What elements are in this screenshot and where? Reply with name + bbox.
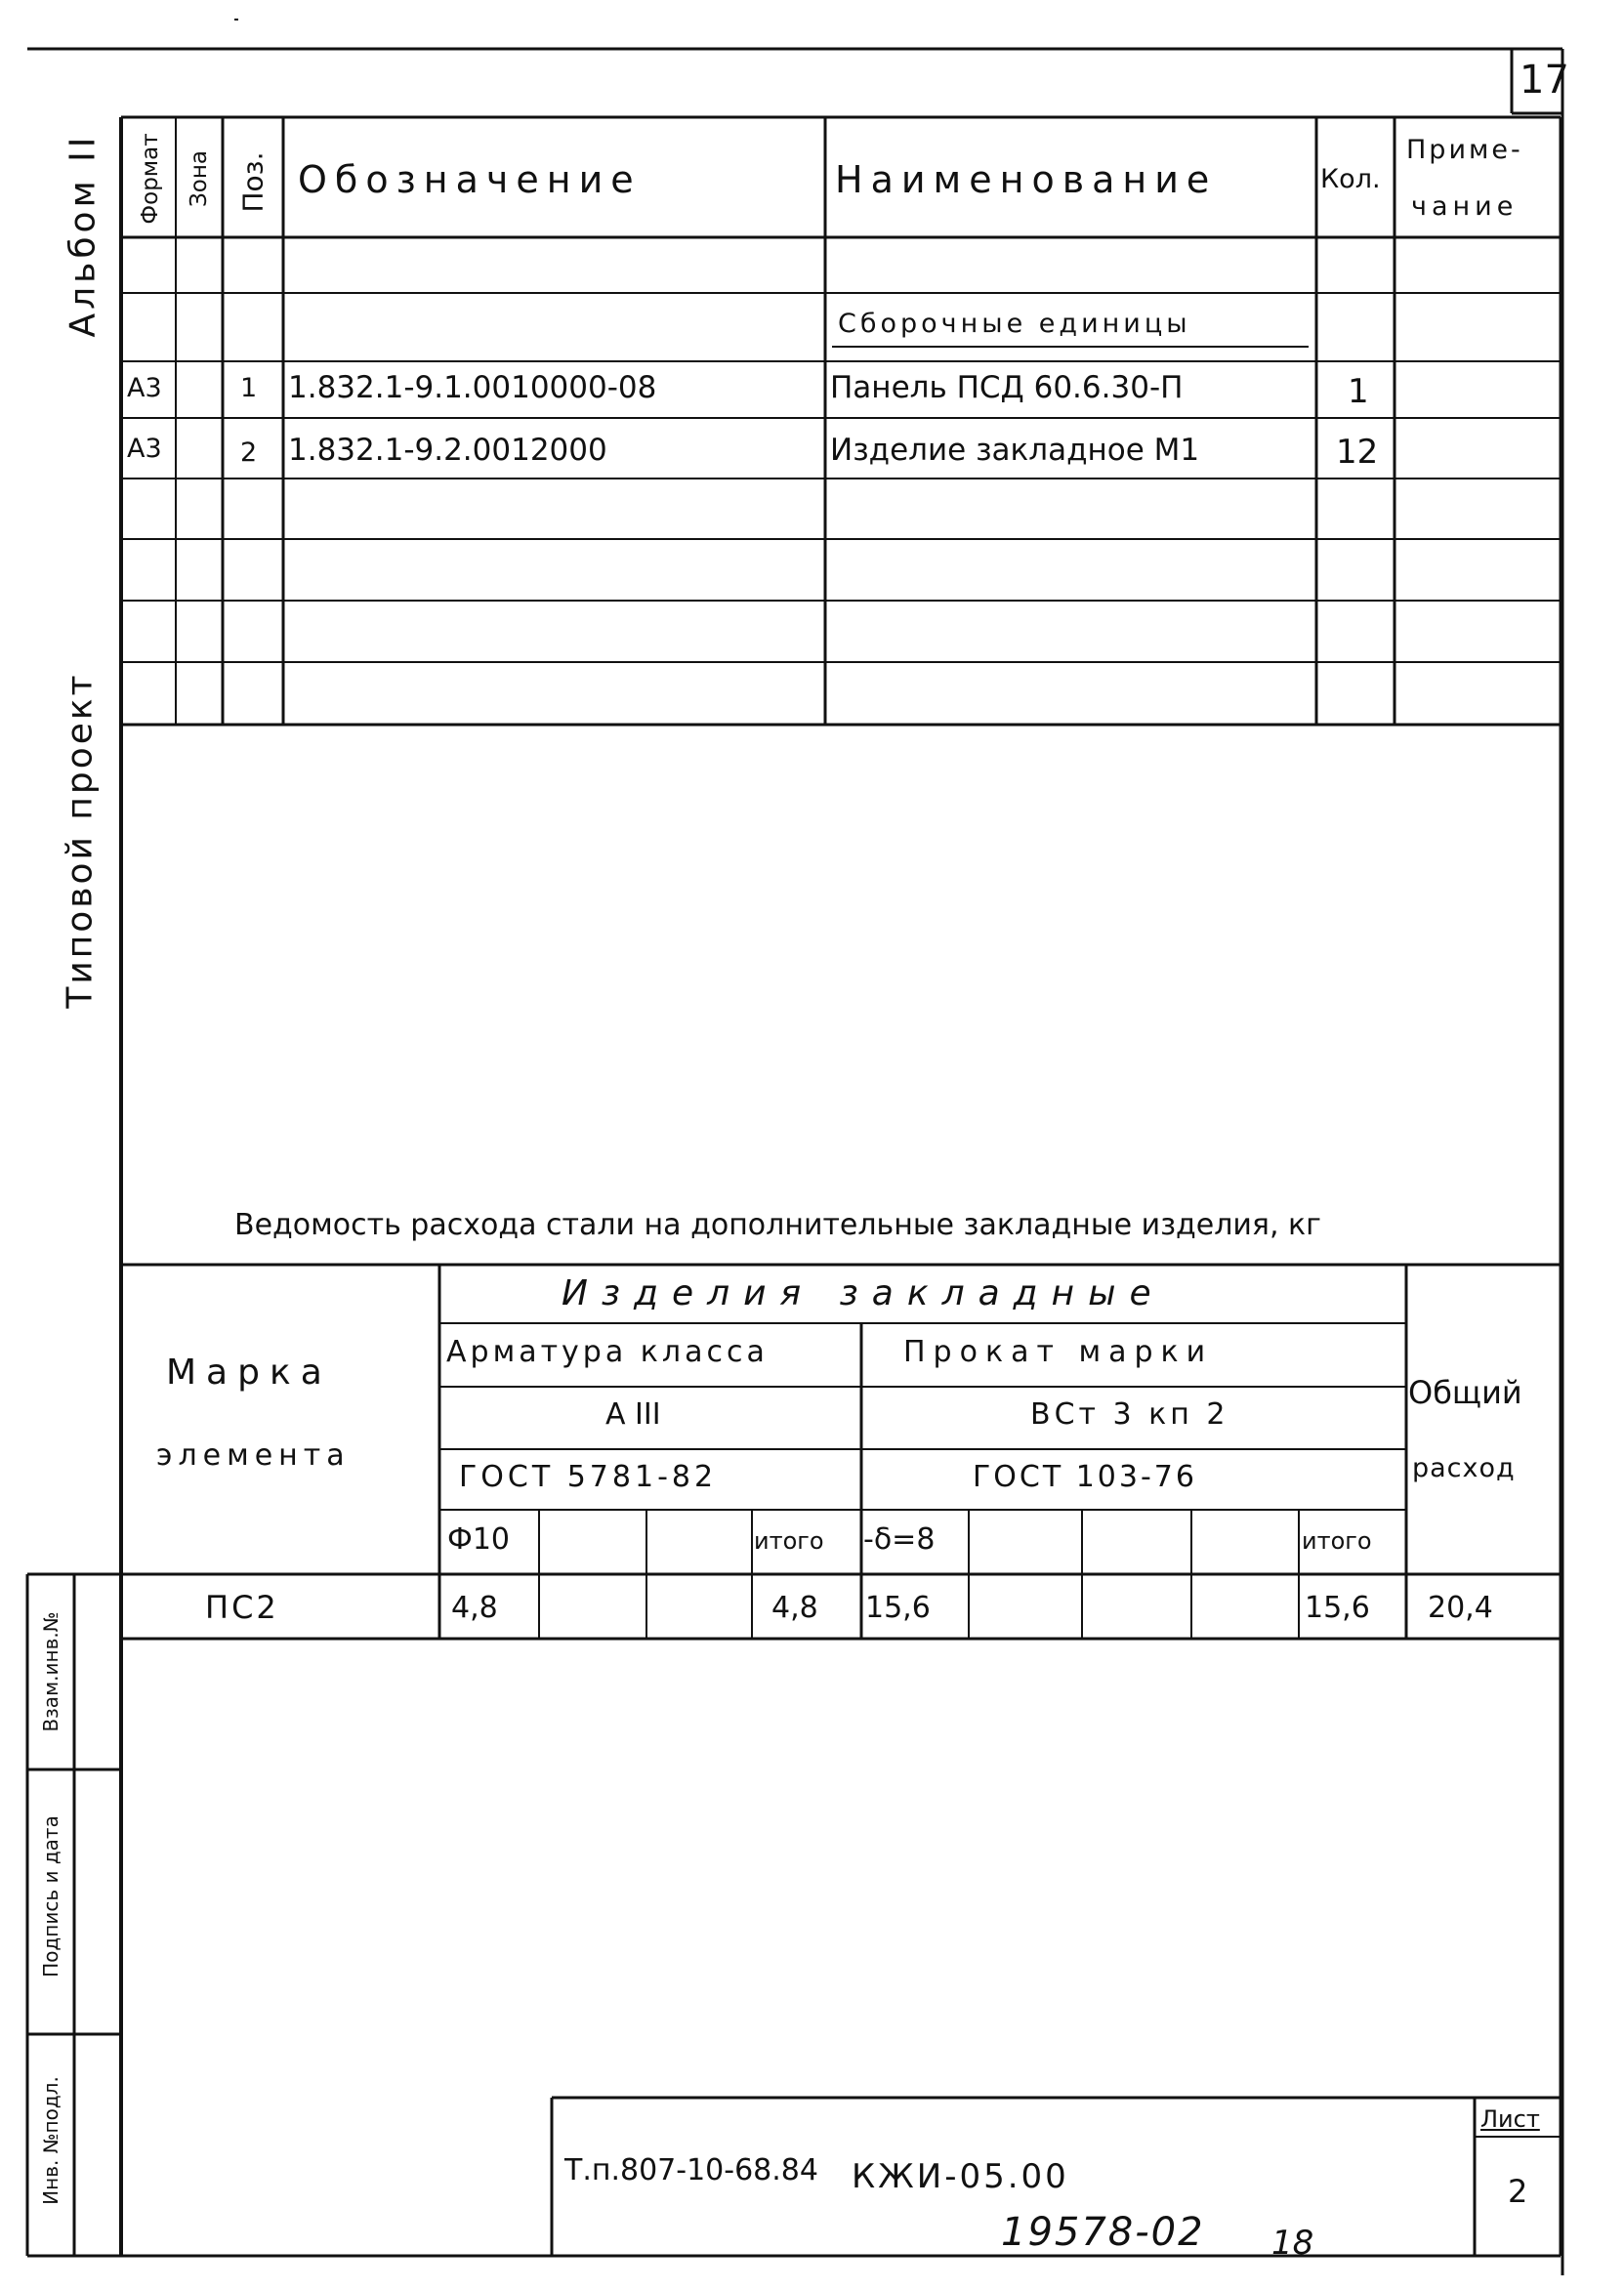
row1-naimenovanie: Панель ПСД 60.6.30-П (830, 370, 1184, 405)
inv-podl-label: Инв. №подл. (39, 2076, 62, 2205)
armatura-gost: ГОСТ 5781-82 (459, 1460, 718, 1494)
album-label: Альбом II (62, 133, 104, 338)
title-block-code: Т.п.807-10-68.84 (564, 2153, 818, 2187)
sheet-corner-number: 17 (1520, 58, 1569, 103)
steel-row-total: 20,4 (1428, 1591, 1493, 1625)
steel-row-phi10: 4,8 (451, 1591, 498, 1625)
title-block-list-label: Лист (1480, 2105, 1540, 2133)
steel-row-itogo-a: 4,8 (771, 1591, 818, 1625)
steel-statement-title: Ведомость расхода стали на дополнительные закладные изделия, кг (234, 1208, 1321, 1242)
col-itogo-a: итого (754, 1527, 824, 1555)
steel-row-marka: ПС2 (205, 1589, 279, 1626)
row1-format: А3 (127, 373, 162, 403)
header-format: Формат (138, 133, 163, 225)
obshiy-label-1: Общий (1408, 1374, 1522, 1411)
podpis-data-label: Подпись и дата (39, 1815, 62, 1978)
header-oboznachenie: Обозначение (298, 158, 642, 201)
armatura-header: Арматура класса (446, 1335, 769, 1369)
bottom-page-number: 18 (1271, 2224, 1314, 2263)
header-primechanie-1: Приме- (1406, 135, 1523, 165)
marka-label-2: элемента (156, 1438, 351, 1473)
prokat-marka: ВСт 3 кп 2 (1030, 1397, 1229, 1432)
row2-kol: 12 (1336, 433, 1379, 472)
armatura-class: А III (605, 1397, 661, 1432)
header-primechanie-2: чание (1411, 191, 1519, 222)
col-delta: -δ=8 (863, 1522, 936, 1557)
row2-format: А3 (127, 434, 162, 464)
bottom-archive-number: 19578-02 (1001, 2210, 1205, 2255)
marka-label-1: Марка (166, 1353, 332, 1393)
project-label: Типовой проект (60, 672, 101, 1009)
obshiy-label-2: расход (1412, 1453, 1516, 1483)
title-block-list-number: 2 (1508, 2173, 1528, 2210)
row1-oboznachenie: 1.832.1-9.1.0010000-08 (288, 370, 657, 405)
section-title-assemblies: Сборочные единицы (838, 309, 1191, 339)
row2-oboznachenie: 1.832.1-9.2.0012000 (288, 433, 607, 468)
header-naimenovanie: Наименование (835, 158, 1218, 201)
steel-row-delta: 15,6 (865, 1591, 931, 1625)
row1-poz: 1 (240, 373, 258, 403)
steel-row-itogo-b: 15,6 (1305, 1591, 1370, 1625)
title-block-doc: КЖИ-05.00 (852, 2157, 1069, 2196)
header-poz: Поз. (236, 151, 270, 213)
col-itogo-b: итого (1302, 1527, 1372, 1555)
header-kol: Кол. (1320, 164, 1381, 194)
header-zona: Зона (187, 150, 212, 207)
col-phi10: Ф10 (447, 1522, 510, 1557)
izdelia-header: Изделия закладные (562, 1273, 1165, 1313)
row2-poz: 2 (240, 437, 258, 468)
row2-naimenovanie: Изделие закладное М1 (830, 433, 1200, 468)
row1-kol: 1 (1348, 372, 1369, 411)
prokat-gost: ГОСТ 103-76 (973, 1460, 1197, 1494)
vzam-inv-label: Взам.инв.№ (39, 1611, 62, 1732)
prokat-header: Прокат марки (903, 1335, 1214, 1369)
